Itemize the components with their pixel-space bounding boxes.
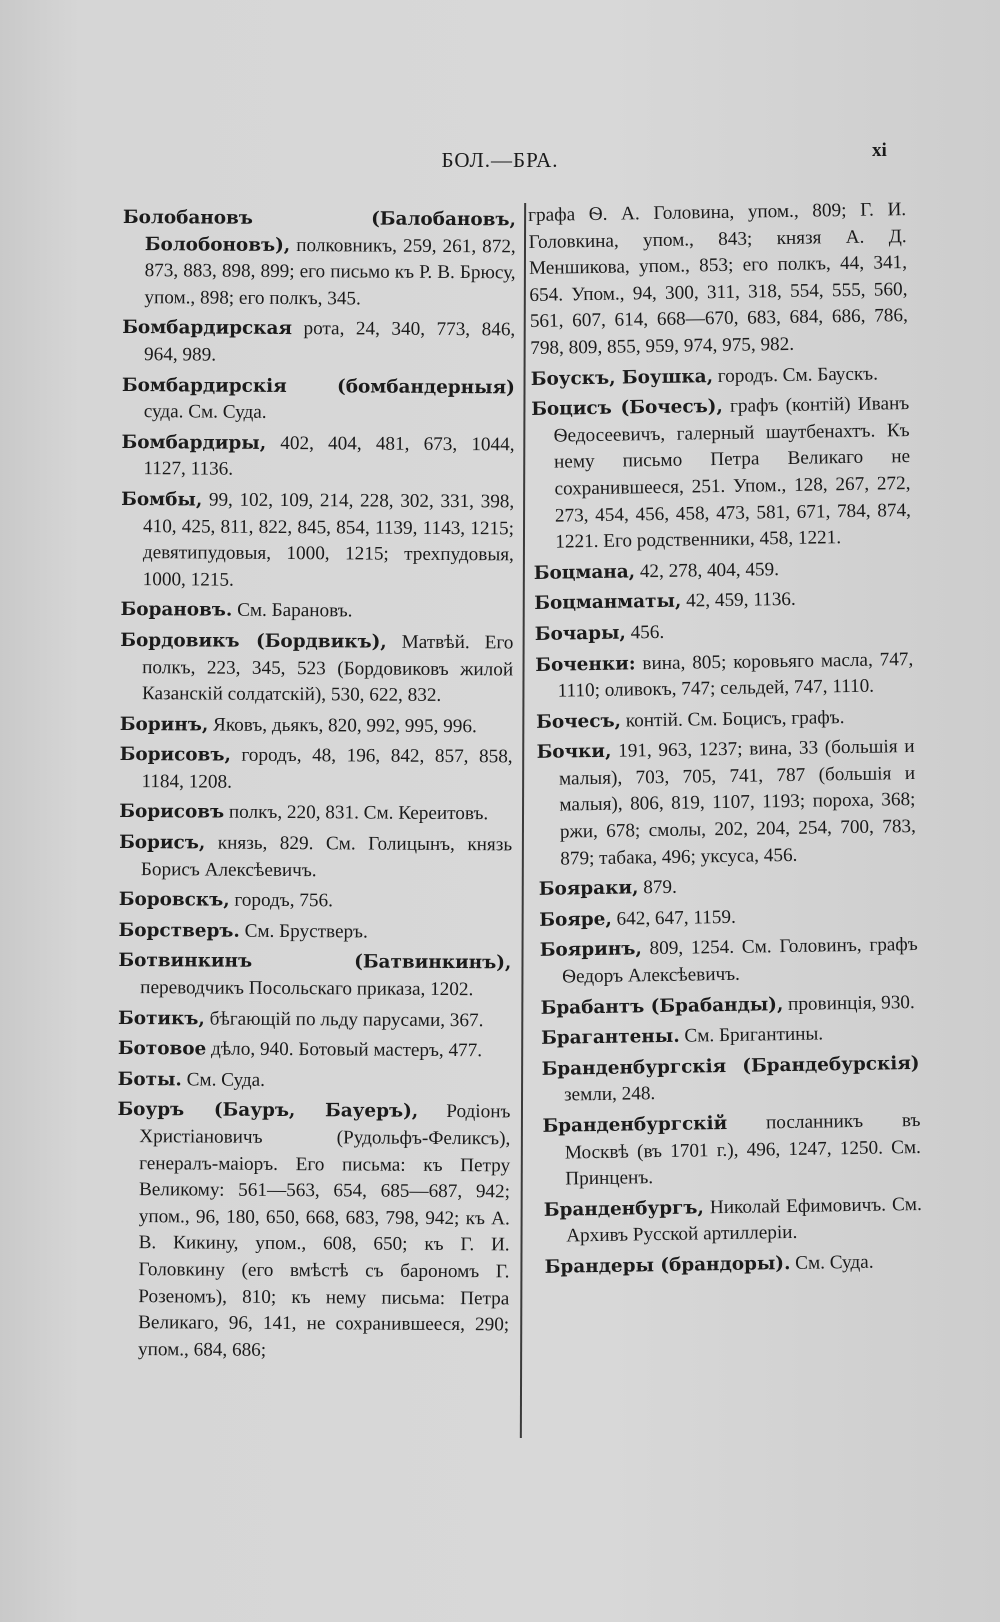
entry-text: переводчикъ Посольскаго приказа, 1202. — [140, 977, 474, 1001]
entry-text: См. Барановъ. — [237, 600, 353, 622]
index-entry — [122, 315, 515, 371]
index-entry — [121, 430, 514, 486]
index-entry — [120, 712, 513, 741]
entry-text: 99, 102, 109, 214, 228, 302, 331, 398, 410, 425, 811, 822, 845, 854, 1139, 1143, 1215; девятипудовыя, 1000, 1215; трехпудовыя, 1000, 1215. — [142, 489, 515, 591]
index-entry — [118, 918, 511, 947]
headword: Бранденбургскій — [542, 1112, 728, 1137]
index-entry — [535, 616, 913, 649]
headword: Болобановъ (Балобановъ, Болобоновъ), — [122, 206, 516, 256]
page-number: xi — [872, 140, 887, 161]
entry-text: городъ. См. Баускъ. — [717, 363, 879, 387]
entry-text: князь, 829. См. Голицынъ, князь Борисъ Алексѣевичъ. — [140, 832, 513, 881]
entry-text: суда. См. Суда. — [143, 401, 267, 424]
entry-text: 456. — [630, 621, 665, 644]
index-entry — [539, 871, 917, 904]
entry-text: 42, 459, 1136. — [685, 589, 796, 612]
headword: Борисовъ — [119, 801, 225, 824]
headword: Бордовикъ (Бордвикъ), — [120, 629, 387, 653]
headword: Бранденбургскія (Брандебурскія) — [541, 1052, 920, 1080]
headword: Брандеры (брандоры). — [544, 1252, 791, 1278]
index-entry — [119, 799, 512, 828]
entry-text: 191, 963, 1237; вина, 33 (большія и малыя), 703, 705, 741, 787 (большія и малыя), 806, 819, 1107, 1193; пороха, 368; ржи, 678; смолы, 202, 204, 254, 700, 783, 879; табака, 496; уксуса, 456. — [558, 736, 917, 870]
entry-text: городъ, 48, 196, 842, 857, 858, 1184, 1208. — [141, 745, 513, 793]
entry-text: См. Брустверъ. — [244, 920, 368, 943]
entry-text: контій. См. Боцисъ, графъ. — [625, 706, 845, 732]
index-entry — [118, 1006, 511, 1035]
entry-text: провинція, 930. — [787, 991, 915, 1015]
headword: Ботикъ, — [117, 1007, 205, 1030]
index-entry — [540, 932, 919, 991]
column-divider — [520, 203, 526, 1438]
entry-text: 879. — [643, 876, 677, 899]
headword: Ботовое — [117, 1038, 207, 1060]
left-column — [116, 205, 516, 1370]
headword: Бояре, — [539, 908, 612, 931]
entry-text: посланникъ въ Москвѣ (въ 1701 г.), 496, 1247, 1250. См. Принценъ. — [564, 1109, 922, 1190]
headword: Борисовъ, — [119, 744, 231, 766]
entry-text: Николай Ефимовичъ. См. Архивъ Русской артиллеріи. — [566, 1193, 922, 1247]
entry-text: полкъ, 220, 831. См. Кереитовъ. — [228, 802, 489, 825]
index-entry — [536, 704, 914, 737]
index-entry — [118, 1036, 511, 1065]
index-entry — [541, 1020, 919, 1053]
index-entry — [119, 830, 512, 886]
headword: Бояраки, — [538, 877, 639, 901]
headword: Бранденбургъ, — [543, 1197, 705, 1221]
index-entry — [534, 585, 912, 618]
entry-text: См. Бригантины. — [684, 1023, 824, 1047]
index-entry — [545, 1249, 923, 1282]
entry-text: бѣгающій по льду парусами, 367. — [209, 1008, 484, 1031]
entry-text: вина, 805; коровьяго масла, 747, 1110; оливокъ, 747; сельдей, 747, 1110. — [557, 648, 914, 702]
headword: Боцмана, — [533, 561, 636, 584]
index-entry — [120, 628, 513, 710]
index-entry — [120, 597, 513, 626]
index-entry — [121, 487, 515, 596]
index-entry — [544, 1192, 923, 1251]
headword: Бочки, — [536, 741, 612, 764]
index-entry — [122, 205, 516, 314]
index-entry — [118, 948, 511, 1004]
entry-text: 809, 1254. См. Головинъ, графъ Ѳедоръ Алексѣевичъ. — [561, 934, 918, 988]
index-entry — [119, 742, 512, 798]
index-entry — [118, 1067, 511, 1096]
headword: Бомбардирскія (бомбандерныя) — [121, 374, 515, 398]
headword: Бояринъ, — [539, 938, 642, 962]
headword: Боцисъ (Бочесъ), — [531, 396, 723, 421]
headword: Бочесъ, — [535, 710, 622, 733]
index-entry — [534, 555, 912, 588]
running-head: БОЛ.—БРА. — [441, 148, 559, 172]
entry-text: полковникъ, 259, 261, 872, 873, 883, 898, 899; его письмо къ Р. В. Брюсу, упом., 898; его полкъ, 345. — [144, 234, 516, 310]
index-entry — [531, 391, 911, 556]
index-entry — [531, 361, 909, 394]
headword: Бомбы, — [121, 488, 203, 511]
entry-text: рота, 24, 340, 773, 846, 964, 989. — [144, 318, 516, 366]
entry-text: земли, 248. — [563, 1083, 656, 1106]
headword: Борстверъ. — [118, 919, 240, 942]
headword: Боцманматы, — [534, 590, 682, 615]
entry-text: 402, 404, 481, 673, 1044, 1127, 1136. — [143, 432, 515, 481]
index-entry — [116, 1097, 511, 1365]
entry-text: 642, 647, 1159. — [616, 906, 736, 930]
index-entry — [122, 373, 515, 429]
entry-text: графъ (контій) Иванъ Ѳедосеевичъ, галерный шаутбенахтъ. Къ нему письмо Петра Великаго не сохранившееся, 251. Упом., 128, 267, 272, 273, 454, 456, 458, 473, 581, 671, 784, 874, 1221. Его родственники, 458, 1221. — [553, 393, 912, 553]
headword: Борановъ. — [120, 599, 233, 621]
entry-text: См. Суда. — [186, 1069, 266, 1091]
index-entry — [119, 887, 512, 916]
headword: Боринъ, — [119, 713, 209, 736]
index-entry-continuation — [528, 197, 908, 362]
index-entry — [540, 990, 918, 1023]
headword: Брабантъ (Брабанды), — [540, 993, 784, 1019]
headword: Брагантены. — [540, 1025, 680, 1050]
entry-text: дѣло, 940. Ботовый мастеръ, 477. — [210, 1038, 483, 1062]
entry-text: Яковъ, дьякъ, 820, 992, 995, 996. — [213, 714, 477, 737]
entry-text: графа Ѳ. А. Головина, упом., 809; Г. И. Головкина, упом., 843; князя А. Д. Меншикова, упом., 853; его полкъ, 44, 341, 654. Упом., 94, 300, 311, 318, 554, 555, 560, 561, 607, 614, 668—670, 683, 684, 686, 786, 798, 809, 855, 959, 974, 975, 982. — [528, 199, 908, 359]
entry-text: Матвѣй. Его полкъ, 223, 345, 523 (Бордовиковъ жилой Казанскій солдатскій), 530, 622, 832. — [141, 631, 514, 707]
headword: Боченки: — [535, 652, 636, 676]
entry-text: См. Суда. — [795, 1251, 874, 1274]
right-column — [528, 197, 923, 1285]
headword: Боуръ (Бауръ, Бауеръ), — [117, 1099, 419, 1123]
entry-text: городъ, 756. — [234, 889, 333, 912]
headword: Борисъ, — [119, 832, 206, 854]
headword: Бочары, — [534, 622, 626, 645]
headword: Боты. — [117, 1068, 182, 1091]
headword: Бомбардиры, — [121, 431, 267, 454]
index-entry — [541, 1051, 920, 1110]
headword: Бомбардирская — [122, 317, 293, 340]
index-entry — [536, 734, 916, 873]
entry-text: Родіонъ Христіановичъ (Рудольфъ-Феликсъ), генералъ-маіоръ. Его письма: къ Петру Великому: 561—563, 654, 685—687, 942; упом., 96, 180, 650, 668, 683, 798, 942; къ А. В. Кикину, упом., 608, 650; къ Г. И. Головкину (его вмѣстѣ съ барономъ Г. Розеномъ), 810; къ нему письма: Петра Великаго, 96, 141, не сохранившееся, 290; упом., 684, 686; — [137, 1101, 511, 1361]
index-entry — [535, 647, 914, 706]
index-entry — [542, 1108, 921, 1194]
headword: Ботвинкинъ (Батвинкинъ), — [118, 950, 512, 974]
index-entry — [539, 902, 917, 935]
headword: Боровскъ, — [118, 889, 230, 911]
headword: Боускъ, Боушка, — [530, 365, 714, 390]
entry-text: 42, 278, 404, 459. — [639, 558, 780, 583]
